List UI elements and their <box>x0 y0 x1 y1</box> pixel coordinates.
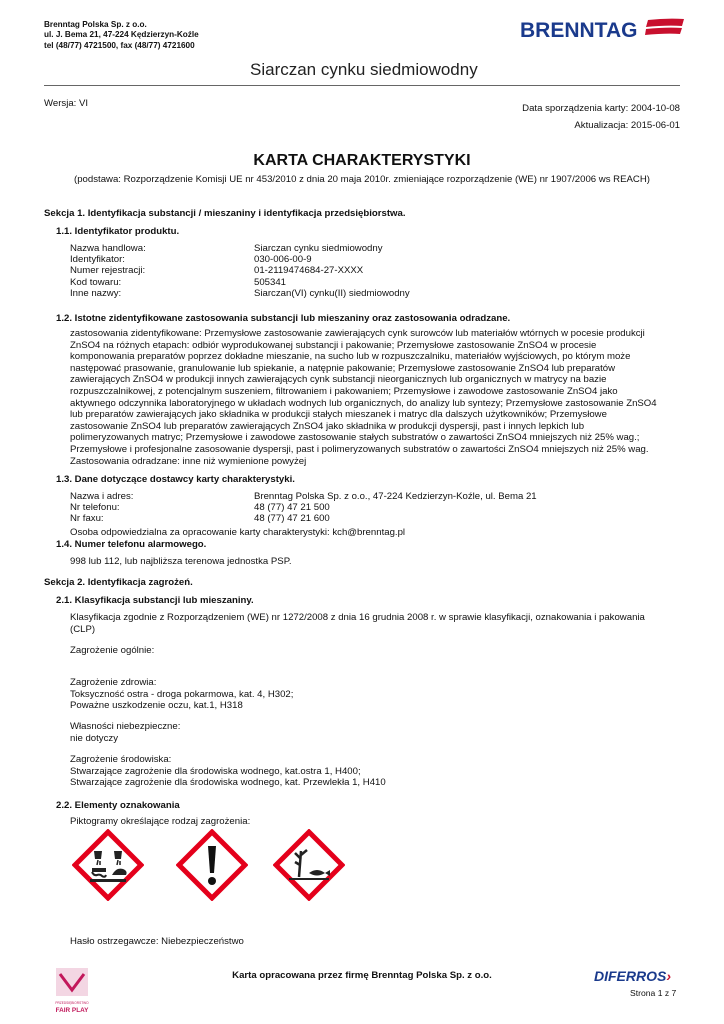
kv-key: Nr faxu: <box>70 513 104 525</box>
company-line: ul. J. Bema 21, 47-224 Kędzierzyn-Koźle <box>44 30 199 40</box>
section-2-2-title: 2.2. Elementy oznakowania <box>56 800 180 811</box>
card-title: KARTA CHARAKTERYSTYKI <box>253 152 471 169</box>
health-hazards <box>70 677 293 712</box>
signal-word: Hasło ostrzegawcze: Niebezpieczeństwo <box>70 936 244 947</box>
section-1-title: Sekcja 1. Identyfikacja substancji / mieszaniny i identyfikacja przedsiębiorstwa. <box>44 208 406 219</box>
company-line: tel (48/77) 4721500, fax (48/77) 4721600 <box>44 40 195 50</box>
classification-line: (CLP) <box>70 623 96 635</box>
emergency-number: 998 lub 112, lub najbliższa terenowa jednostka PSP. <box>70 556 292 567</box>
kv-value: 030-006-00-9 <box>254 254 312 266</box>
kv-value: 01-2119474684-27-XXXX <box>254 265 364 277</box>
uses-line: zastosowanie ZnSO4 lub preparatów zawierających ZnSO4 jako składnika w produkcji dyspersji, past i innych lepkich lub <box>70 420 585 432</box>
environment-icon <box>273 829 345 901</box>
diferros-text: DIFERROS <box>594 968 667 984</box>
uses-line: aktywnego odczynnika laboratoryjnego w układach wodnych lub organicznych, do analizy lub syntezy; Przemysłowe zastosowanie ZnSO4 <box>70 397 657 409</box>
uses-line: rozpuszczalnikowej, z potencjalnym suszeniem, filtrowaniem i pakowaniem; Przemysłowe i zawodowe zastosowanie ZnSO4 jako <box>70 385 618 397</box>
identifier-table <box>70 243 410 299</box>
classification-line: Klasyfikacja zgodnie z Rozporządzeniem (WE) nr 1272/2008 z dnia 16 grudnia 2008 r. w sprawie klasyfikacji, oznakowania i pakowania <box>70 612 645 623</box>
health-line: Zagrożenie zdrowia: <box>70 677 157 688</box>
kv-key: Kod towaru: <box>70 276 122 288</box>
env-line: Zagrożenie środowiska: <box>70 754 172 765</box>
env-line: Stwarzające zagrożenie dla środowiska wodnego, kat.ostra 1, H400; <box>70 765 361 777</box>
responsible-person: Osoba odpowiedzialna za opracowanie karty charakterystyki: kch@brenntag.pl <box>70 527 406 538</box>
company-line: Brenntag Polska Sp. z o.o. <box>44 20 147 29</box>
brenntag-logo <box>520 16 684 42</box>
classification-text <box>70 612 645 635</box>
physical-hazards <box>70 721 180 744</box>
kv-key: Identyfikator: <box>70 254 125 266</box>
section-1-3-title: 1.3. Dane dotyczące dostawcy karty charakterystyki. <box>56 474 295 485</box>
environmental-hazards <box>70 754 386 789</box>
kv-value: 48 (77) 47 21 600 <box>254 513 330 525</box>
kv-key: Numer rejestracji: <box>70 265 146 277</box>
fair-play-line2: FAIR PLAY <box>55 1007 89 1014</box>
corrosion-icon <box>72 829 144 901</box>
card-basis: (podstawa: Rozporządzenie Komisji UE nr 453/2010 z dnia 20 maja 2010r. zmieniające rozporządzenie (WE) nr 1907/2006 ws REACH) <box>74 174 650 185</box>
logo-text: BRENNTAG <box>520 19 638 42</box>
exclamation-icon <box>176 829 248 901</box>
health-line: Toksyczność ostra - droga pokarmowa, kat. 4, H302; <box>70 688 294 700</box>
uses-line: polimeryzowanych matryc; Przemysłowe i zawodowe zastosowanie stałych substratów o zawartości ZnSO4 mniejszych niż 25% wag.; <box>70 432 640 444</box>
env-line: Stwarzające zagrożenie dla środowiska wodnego, kat. Przewlekła 1, H410 <box>70 777 386 789</box>
supplier-table <box>70 491 537 525</box>
footer-author: Karta opracowana przez firmę Brenntag Polska Sp. z o.o. <box>232 970 492 981</box>
kv-value: 505341 <box>254 276 287 288</box>
kv-value: Brenntag Polska Sp. z o.o., 47-224 Kedzierzyn-Koźle, ul. Bema 21 <box>254 491 537 502</box>
date-created: Data sporządzenia karty: 2004-10-08 <box>522 103 680 114</box>
uses-line: Zastosowania odradzane: inne niż wymienione powyżej <box>70 455 307 467</box>
uses-paragraph <box>70 328 690 467</box>
section-1-1-title: 1.1. Identyfikator produktu. <box>56 226 180 237</box>
section-1-4-title: 1.4. Numer telefonu alarmowego. <box>56 539 207 550</box>
header-divider <box>44 85 680 86</box>
uses-line: następować prasowanie, granulowanie lub spiekanie, a natępnie pakowanie; Przemysłowe zastosowanie ZnSO4 lub preparatów <box>70 362 616 374</box>
pictograms-label: Piktogramy określające rodzaj zagrożenia: <box>70 816 251 827</box>
health-line: Poważne uszkodzenie oczu, kat.1, H318 <box>70 700 243 712</box>
kv-key: Nazwa handlowa: <box>70 243 146 254</box>
uses-line: zawierających ZnSO4 w produkcji innych zawierających cynk substancji nieorganicznych lub organicznych w matrycy na bazie <box>70 374 607 386</box>
kv-value: Siarczan cynku siedmiowodny <box>254 243 383 254</box>
uses-line: Przemysłowe i profesjonalne zasosowanie dyspersji, past i polimeryzowanych substratów o zawartości ZnSO4 mniejszych niż 25% wag. <box>70 443 649 455</box>
kv-key: Nazwa i adres: <box>70 491 134 502</box>
diferros-chevron-icon: › <box>666 968 672 984</box>
fair-play-line1: PRZEDSIĘBIORSTWO <box>55 1001 89 1005</box>
kv-key: Inne nazwy: <box>70 287 122 299</box>
general-hazard-label: Zagrożenie ogólnie: <box>70 645 155 656</box>
diferros-logo <box>594 968 671 984</box>
uses-line: komponowania preparatów poprzez dokładne mieszanie, na sucho lub w rozpuszczalniku, materiałów wyjściowych, po którym może <box>70 351 631 363</box>
product-title: Siarczan cynku siedmiowodny <box>250 60 478 79</box>
version: Wersja: VI <box>44 98 89 109</box>
kv-value: Siarczan(VI) cynku(II) siedmiowodny <box>254 287 410 299</box>
uses-line: zastosowania zidentyfikowane: Przemysłowe zastosowanie zawierających cynk surowców lub materiałów wtórnych w pocesie produkcji <box>70 328 645 339</box>
uses-line: ZnSO4 na różnych etapach: odbiór wyprodukowanej substancji i pakowanie; Przemysłowe zastosowanie ZnSO4 w procesie <box>70 339 597 351</box>
phys-line: Własności niebezpieczne: <box>70 721 181 732</box>
phys-line: nie dotyczy <box>70 732 118 744</box>
dates-block <box>522 100 680 134</box>
section-1-2-title: 1.2. Istotne zidentyfikowane zastosowania substancji lub mieszaniny oraz zastosowania odradzane. <box>56 313 511 324</box>
page-number: Strona 1 z 7 <box>630 988 677 998</box>
kv-value: 48 (77) 47 21 500 <box>254 502 330 514</box>
section-2-1-title: 2.1. Klasyfikacja substancji lub mieszaniny. <box>56 595 254 606</box>
section-2-title: Sekcja 2. Identyfikacja zagrożeń. <box>44 577 193 588</box>
kv-key: Nr telefonu: <box>70 502 120 514</box>
date-updated: Aktualizacja: 2015-06-01 <box>574 120 680 131</box>
uses-line: lub preparatów zawierających jako składnika w produkcji stałych mieszanek i matryc dla dalszych użytkowników; Przemysłowe <box>70 409 607 421</box>
company-address <box>44 20 199 51</box>
